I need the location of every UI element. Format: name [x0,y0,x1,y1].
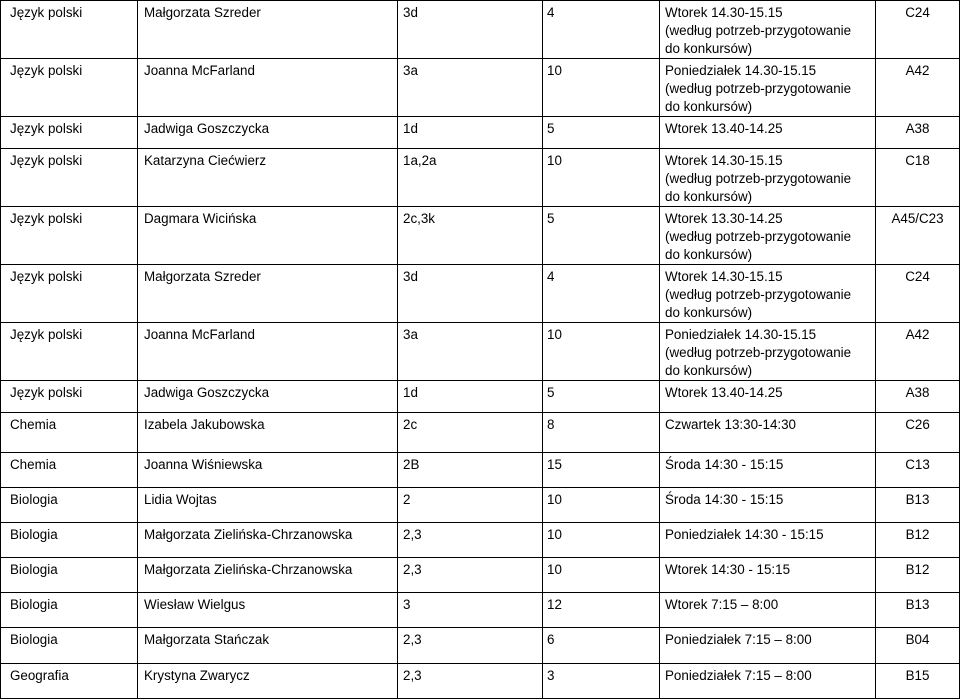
time-slot: Wtorek 14.30-15.15 [665,269,783,284]
time-note: do konkursów) [665,247,753,262]
time-note: (według potrzeb-przygotowanie [665,81,852,96]
student-count-cell: 5 [543,207,660,265]
time-note: (według potrzeb-przygotowanie [665,23,852,38]
table-row [1,413,960,453]
class-cell: 1d [398,381,543,413]
table-row [1,117,960,149]
time-slot: Wtorek 14.30-15.15 [665,153,783,168]
subject-cell: Chemia [1,413,138,453]
teacher-cell: Joanna Wiśniewska [138,453,398,488]
teacher-cell: Jadwiga Goszczycka [138,381,398,413]
time-cell [660,323,876,381]
time-cell [660,628,876,664]
time-cell [660,488,876,523]
room-cell: B15 [876,664,960,699]
teacher-cell: Wiesław Wielgus [138,593,398,628]
table-row [1,523,960,558]
student-count-cell: 10 [543,488,660,523]
table-row [1,323,960,381]
student-count-cell: 3 [543,664,660,699]
time-note: do konkursów) [665,189,753,204]
room-cell: B04 [876,628,960,664]
table-row [1,453,960,488]
subject-cell: Język polski [1,59,138,117]
room-cell: A38 [876,117,960,149]
class-cell: 2,3 [398,558,543,593]
table-row [1,593,960,628]
table-row [1,488,960,523]
subject-cell: Biologia [1,488,138,523]
student-count-cell: 10 [543,558,660,593]
student-count-cell: 12 [543,593,660,628]
time-slot: Środa 14:30 - 15:15 [665,457,784,472]
table-row [1,59,960,117]
time-note: do konkursów) [665,99,753,114]
time-slot: Poniedziałek 7:15 – 8:00 [665,668,812,683]
room-cell: A38 [876,381,960,413]
class-cell: 3d [398,265,543,323]
time-slot: Wtorek 14:30 - 15:15 [665,562,791,577]
room-cell: B13 [876,593,960,628]
time-slot: Wtorek 13.40-14.25 [665,121,783,136]
time-cell [660,664,876,699]
teacher-cell: Joanna McFarland [138,59,398,117]
time-cell [660,558,876,593]
student-count-cell: 4 [543,265,660,323]
teacher-cell: Dagmara Wicińska [138,207,398,265]
class-cell: 1a,2a [398,149,543,207]
time-note: do konkursów) [665,305,753,320]
room-cell: A42 [876,323,960,381]
class-cell: 1d [398,117,543,149]
time-cell [660,523,876,558]
table-row [1,381,960,413]
subject-cell: Język polski [1,1,138,59]
teacher-cell: Małgorzata Szreder [138,1,398,59]
time-note: (według potrzeb-przygotowanie [665,229,852,244]
room-cell: C26 [876,413,960,453]
subject-cell: Biologia [1,593,138,628]
table-row [1,149,960,207]
table-row [1,265,960,323]
subject-cell: Biologia [1,628,138,664]
schedule-body [1,1,960,699]
teacher-cell: Izabela Jakubowska [138,413,398,453]
student-count-cell: 6 [543,628,660,664]
room-cell: C24 [876,1,960,59]
class-cell: 2B [398,453,543,488]
time-note: (według potrzeb-przygotowanie [665,345,852,360]
room-cell: C13 [876,453,960,488]
student-count-cell: 15 [543,453,660,488]
subject-cell: Język polski [1,117,138,149]
class-cell: 3d [398,1,543,59]
room-cell: B12 [876,523,960,558]
subject-cell: Język polski [1,323,138,381]
time-cell [660,593,876,628]
class-cell: 3 [398,593,543,628]
time-cell [660,117,876,149]
subject-cell: Język polski [1,381,138,413]
time-slot: Poniedziałek 14.30-15.15 [665,327,817,342]
class-cell: 2,3 [398,628,543,664]
room-cell: A42 [876,59,960,117]
time-note: (według potrzeb-przygotowanie [665,287,852,302]
time-slot: Wtorek 13.30-14.25 [665,211,783,226]
time-cell [660,149,876,207]
time-slot: Poniedziałek 14:30 - 15:15 [665,527,824,542]
teacher-cell: Joanna McFarland [138,323,398,381]
room-cell: B13 [876,488,960,523]
time-slot: Środa 14:30 - 15:15 [665,492,784,507]
subject-cell: Biologia [1,558,138,593]
student-count-cell: 4 [543,1,660,59]
teacher-cell: Krystyna Zwarycz [138,664,398,699]
time-slot: Poniedziałek 7:15 – 8:00 [665,632,812,647]
class-cell: 2,3 [398,523,543,558]
student-count-cell: 10 [543,149,660,207]
subject-cell: Język polski [1,265,138,323]
time-slot: Czwartek 13:30-14:30 [665,417,797,432]
time-slot: Poniedziałek 14.30-15.15 [665,63,817,78]
teacher-cell: Małgorzata Zielińska-Chrzanowska [138,558,398,593]
time-cell [660,413,876,453]
time-cell [660,265,876,323]
subject-cell: Geografia [1,664,138,699]
time-note: (według potrzeb-przygotowanie [665,171,852,186]
subject-cell: Język polski [1,149,138,207]
table-row [1,664,960,699]
subject-cell: Biologia [1,523,138,558]
teacher-cell: Małgorzata Stańczak [138,628,398,664]
class-cell: 2,3 [398,664,543,699]
teacher-cell: Małgorzata Zielińska-Chrzanowska [138,523,398,558]
time-cell [660,1,876,59]
time-slot: Wtorek 14.30-15.15 [665,5,783,20]
student-count-cell: 10 [543,523,660,558]
table-row [1,1,960,59]
time-cell [660,453,876,488]
table-row [1,628,960,664]
subject-cell: Chemia [1,453,138,488]
room-cell: C18 [876,149,960,207]
room-cell: B12 [876,558,960,593]
class-cell: 2c,3k [398,207,543,265]
time-slot: Wtorek 13.40-14.25 [665,385,783,400]
class-cell: 3a [398,59,543,117]
time-note: do konkursów) [665,363,753,378]
student-count-cell: 10 [543,323,660,381]
room-cell: A45/C23 [876,207,960,265]
time-cell [660,59,876,117]
student-count-cell: 5 [543,381,660,413]
time-cell [660,381,876,413]
table-row [1,558,960,593]
time-note: do konkursów) [665,41,753,56]
student-count-cell: 8 [543,413,660,453]
student-count-cell: 10 [543,59,660,117]
teacher-cell: Lidia Wojtas [138,488,398,523]
teacher-cell: Małgorzata Szreder [138,265,398,323]
class-cell: 2c [398,413,543,453]
room-cell: C24 [876,265,960,323]
student-count-cell: 5 [543,117,660,149]
subject-cell: Język polski [1,207,138,265]
teacher-cell: Katarzyna Ciećwierz [138,149,398,207]
class-cell: 2 [398,488,543,523]
time-cell [660,207,876,265]
table-row [1,207,960,265]
time-slot: Wtorek 7:15 – 8:00 [665,597,779,612]
teacher-cell: Jadwiga Goszczycka [138,117,398,149]
class-cell: 3a [398,323,543,381]
